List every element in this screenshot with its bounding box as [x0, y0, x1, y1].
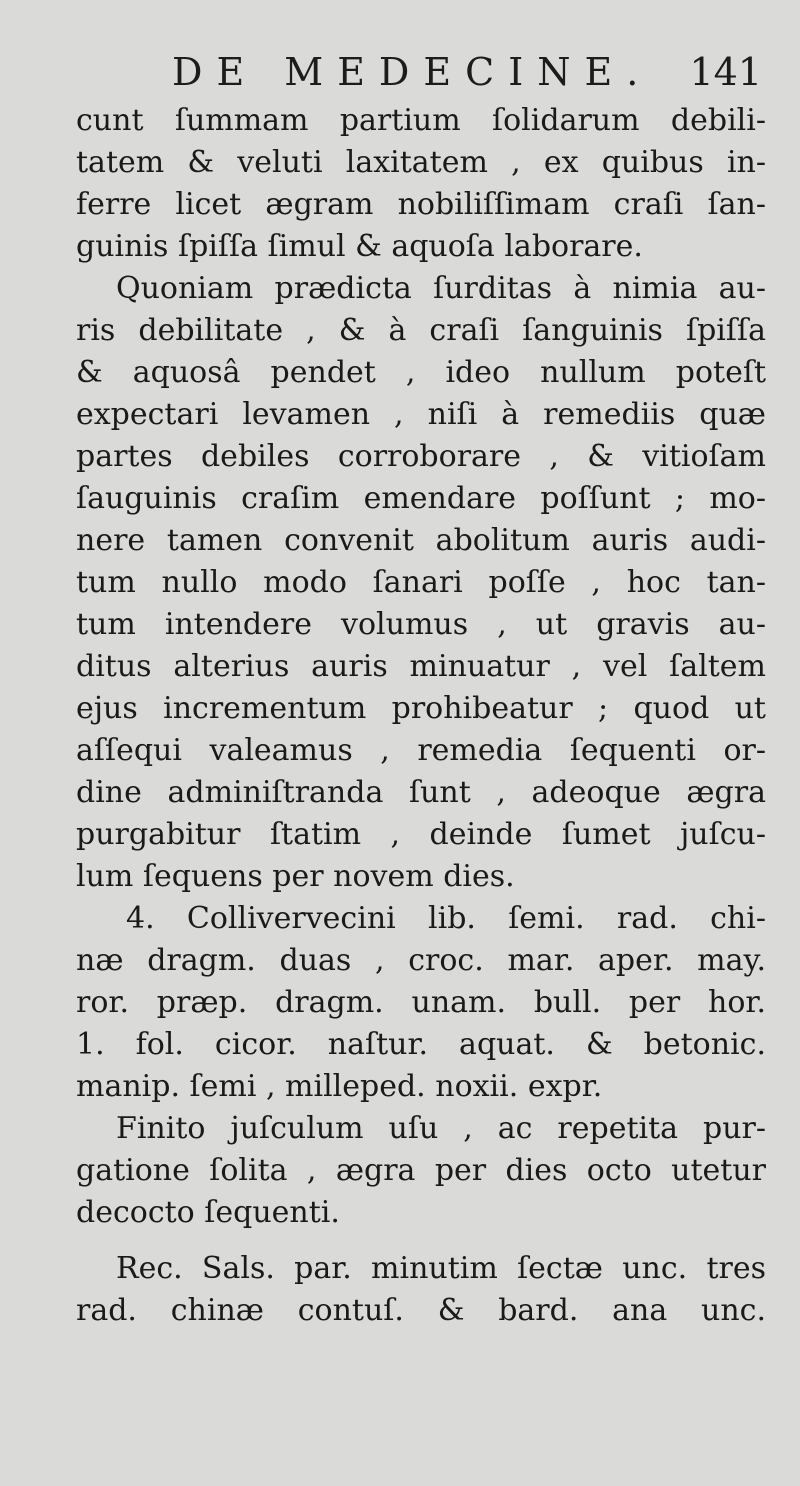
text-line: ejus incrementum prohibeatur ; quod ut [76, 691, 766, 726]
text-line: dine adminiſtranda ſunt , adeoque ægra [76, 775, 766, 810]
text-line: ris debilitate , & à craſi ſanguinis ſpiſſa [76, 313, 766, 348]
text-line: & aquosâ pendet , ideo nullum poteſt [76, 355, 766, 390]
body-text [76, 100, 766, 1332]
text-line: ferre licet ægram nobiliſſimam craſi ſan- [76, 187, 766, 222]
text-line: decocto ſequenti. [76, 1195, 340, 1230]
text-line: tum nullo modo ſanari poſſe , hoc tan- [76, 565, 766, 600]
text-line: Rec. Sals. par. minutim ſectæ unc. tres [116, 1251, 766, 1286]
text-line: nere tamen convenit abolitum auris audi- [76, 523, 766, 558]
page-number: 141 [689, 50, 762, 94]
text-line: næ dragm. duas , croc. mar. aper. may. [76, 943, 766, 978]
running-header [172, 50, 762, 98]
text-line: Finito juſculum uſu , ac repetita pur- [116, 1111, 766, 1146]
text-line: tum intendere volumus , ut gravis au- [76, 607, 766, 642]
text-line: Quoniam prædicta ſurditas à nimia au- [116, 271, 766, 306]
text-line: expectari levamen , niſi à remediis quæ [76, 397, 766, 432]
text-line: gatione ſolita , ægra per dies octo utetur [76, 1153, 766, 1188]
text-line: ror. præp. dragm. unam. bull. per hor. [76, 985, 766, 1020]
text-line: rad. chinæ contuſ. & bard. ana unc. [76, 1293, 766, 1328]
text-line: ſauguinis craſim emendare poſſunt ; mo- [76, 481, 766, 516]
text-line: cunt ſummam partium ſolidarum debili- [76, 103, 766, 138]
header-title: DE MEDECINE. [172, 50, 653, 94]
text-line: ditus alterius auris minuatur , vel ſaltem [76, 649, 766, 684]
text-line: lum ſequens per novem dies. [76, 859, 515, 894]
text-line: 4. Collivervecini lib. ſemi. rad. chi- [126, 901, 766, 936]
text-line: manip. ſemi , milleped. noxii. expr. [76, 1069, 603, 1104]
text-line: tatem & veluti laxitatem , ex quibus in- [76, 145, 766, 180]
text-line: 1. fol. cicor. naſtur. aquat. & betonic. [76, 1027, 766, 1062]
text-line: purgabitur ſtatim , deinde ſumet juſcu- [76, 817, 766, 852]
text-line: partes debiles corroborare , & vitioſam [76, 439, 766, 474]
text-line: guinis ſpiſſa ſimul & aquoſa laborare. [76, 229, 643, 264]
text-line: aſſequi valeamus , remedia ſequenti or- [76, 733, 766, 768]
